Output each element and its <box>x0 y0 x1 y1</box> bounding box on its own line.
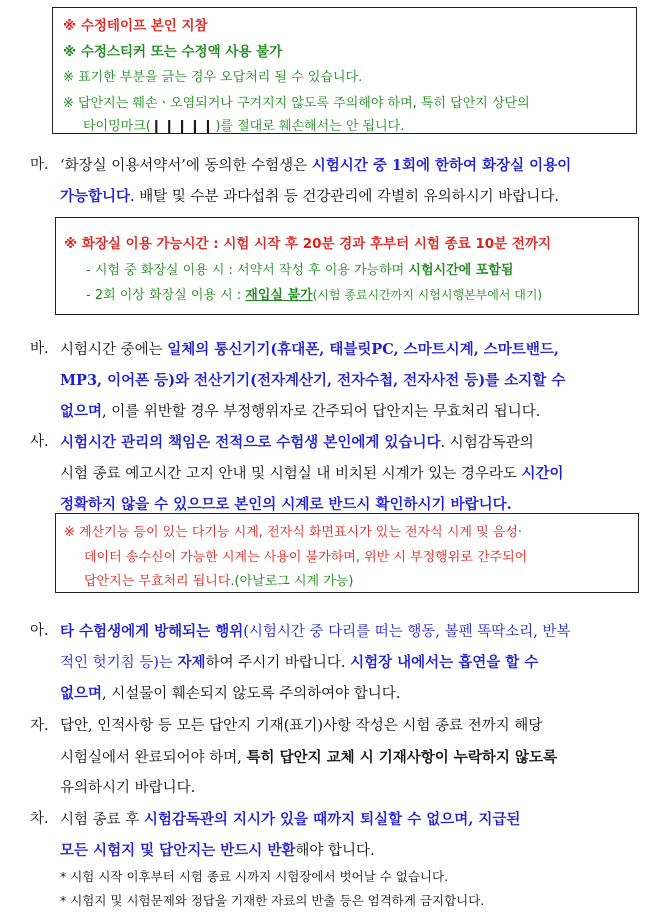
section-marker: 마. <box>30 157 49 173</box>
text: . 시험감독관의 <box>440 435 534 451</box>
text: (시험 종료시간까지 시험시행본부에서 대기) <box>312 288 543 302</box>
section-marker: 바. <box>30 341 49 357</box>
section-ja <box>30 711 557 804</box>
exit-note-2: * 시험지 및 시험문제와 정답을 기재한 자료의 반출 등은 엄격하게 금지합니다. <box>60 893 485 908</box>
notice-damage: ※ 답안지는 훼손ㆍ오염되거나 구겨지지 않도록 주의해야 하며, 특히 답안지 상단의 <box>63 96 530 111</box>
highlight: 일체의 통신기기(휴대폰, 태블릿PC, 스마트시계, 스마트밴드, <box>167 341 559 358</box>
highlight: MP3, 이어폰 등)와 전산기기(전자계산기, 전자수첩, 전자사전 등)를 소지할 수 <box>60 372 566 389</box>
timing-mark-bars: ❙❙❙❙❙ <box>150 119 216 134</box>
notice-correction-sticker: ※ 수정스티커 또는 수정액 사용 불가 <box>63 44 283 60</box>
highlight: 시험시간 중 1회에 한하여 화장실 이용이 <box>311 157 572 174</box>
text: 유의하시기 바랍니다. <box>60 780 196 796</box>
exit-note-1: * 시험 시작 이후부터 시험 종료 시까지 시험장에서 벗어날 수 없습니다. <box>60 869 449 884</box>
highlight: 시험시간 관리의 책임은 전적으로 수험생 본인에게 있습니다 <box>60 434 441 451</box>
notice-correction-tape: ※ 수정테이프 본인 지참 <box>63 18 208 34</box>
section-marker: 자. <box>30 718 49 734</box>
text: 하여 주시기 바랍니다. <box>205 655 351 671</box>
notice-scratch: ※ 표기한 부분을 긁는 경우 오답처리 될 수 있습니다. <box>63 70 363 85</box>
restroom-during-exam-note <box>86 259 513 278</box>
watch-note-2: 데이터 송수신이 가능한 시계는 사용이 불가하며, 위반 시 부정행위로 간주되어 <box>84 550 528 565</box>
section-ma <box>30 150 571 212</box>
highlight: 정확하지 않을 수 있으므로 본인의 시계로 반드시 확인하시기 바랍니다. <box>60 496 512 513</box>
section-marker: 사. <box>30 434 49 450</box>
text: 답안, 인적사항 등 모든 답안지 기재(표기)사항 작성은 시험 종료 전까지 해당 <box>60 718 543 734</box>
highlight: 재입실 불가 <box>245 288 313 303</box>
highlight: 없으며 <box>60 403 103 420</box>
notice-timing-mark <box>83 115 404 134</box>
timing-mark-text-2: )를 절대로 훼손해서는 안 됩니다. <box>215 119 405 134</box>
text: 시험시간 중에는 <box>60 342 168 358</box>
watch-note-3 <box>84 570 353 589</box>
watch-note-1: ※ 계산기능 등이 있는 다기능 시계, 전자식 화면표시가 있는 전자식 시계 및 음성· <box>64 525 523 540</box>
section-marker: 차. <box>30 811 49 827</box>
restroom-twice-note <box>86 284 542 303</box>
section-a <box>30 616 571 709</box>
text: 시험실에서 완료되어야 하며, <box>60 750 247 766</box>
text: 답안지는 무효처리 됩니다. <box>84 574 235 589</box>
highlight: 가능합니다 <box>60 188 131 205</box>
timing-mark-text: 타이밍마크( <box>83 119 151 134</box>
section-sa <box>30 427 564 520</box>
highlight-regular: (시험시간 중 다리를 떠는 행동, 볼펜 똑딱소리, 반복 <box>243 624 571 640</box>
highlight: 없으며 <box>60 685 103 702</box>
highlight: 특히 답안지 교체 시 기재사항이 누락하지 않도록 <box>246 749 557 766</box>
highlight: 시간이 <box>521 465 564 482</box>
text: - 시험 중 화장실 이용 시 : 서약서 작성 후 이용 가능하며 <box>86 263 409 278</box>
text: - 2회 이상 화장실 이용 시 : <box>86 288 246 303</box>
highlight: 시험시간에 포함됨 <box>408 263 514 278</box>
text: 시험 종료 예고시간 고지 안내 및 시험실 내 비치된 시계가 있는 경우라도 <box>60 466 522 482</box>
section-ba <box>30 334 565 427</box>
highlight: 시험장 내에서는 흡연을 할 수 <box>350 654 539 671</box>
highlight: 타 수험생에게 방해되는 행위 <box>60 623 244 640</box>
text: , 시설물이 훼손되지 않도록 주의하여야 합니다. <box>102 686 401 702</box>
highlight: 시험감독관의 지시가 있을 때까지 퇴실할 수 없으며, 지급된 <box>143 811 521 828</box>
restroom-time-note: ※ 화장실 이용 가능시간 : 시험 시작 후 20분 경과 후부터 시험 종료 10분 전까지 <box>64 236 552 252</box>
watch-notice-box <box>55 513 639 593</box>
section-cha <box>30 804 520 866</box>
highlight-regular: 적인 헛기침 등)는 <box>60 655 178 671</box>
text: 해야 합니다. <box>295 843 375 859</box>
section-marker: 아. <box>30 623 49 639</box>
text: , 이를 위반할 경우 부정행위자로 간주되어 답안지는 무효처리 됩니다. <box>102 404 541 420</box>
text: ‘화장실 이용서약서’에 동의한 수험생은 <box>60 158 312 174</box>
highlight: (아날로그 시계 가능) <box>234 574 354 589</box>
highlight: 모든 시험지 및 답안지는 반드시 반환 <box>60 842 296 859</box>
restroom-notice-box <box>55 217 639 315</box>
highlight: 자제 <box>177 654 206 671</box>
answer-sheet-notice-box <box>52 7 637 134</box>
text: 시험 종료 후 <box>60 812 144 828</box>
text: . 배탈 및 수분 과다섭취 등 건강관리에 각별히 유의하시기 바랍니다. <box>130 189 559 205</box>
